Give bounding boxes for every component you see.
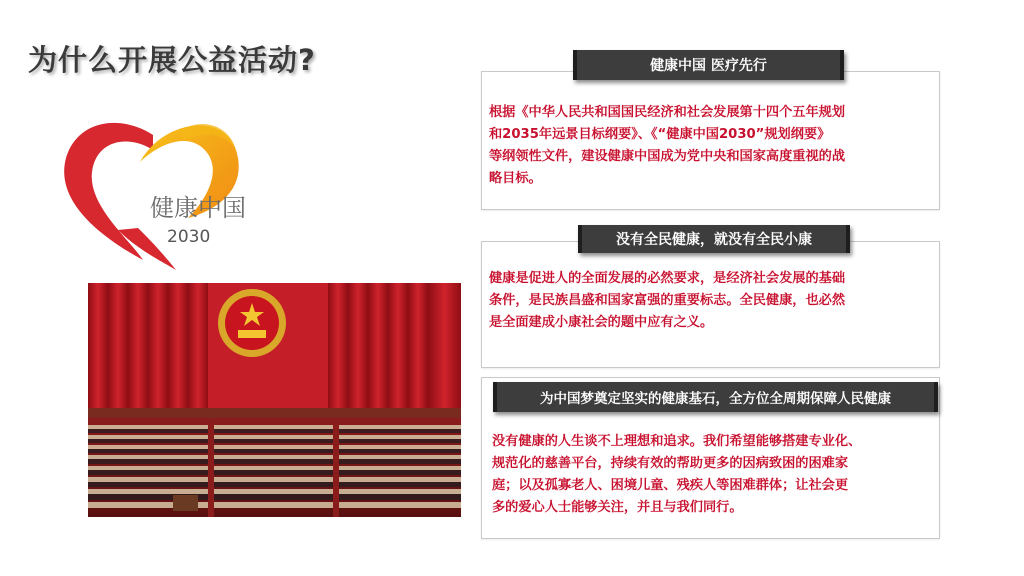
card-2-line: 是全面建成小康社会的题中应有之义。	[489, 315, 714, 330]
card-3-line: 规范化的慈善平台，持续有效的帮助更多的因病致困的困难家	[492, 456, 849, 471]
card-1-body	[489, 102, 934, 190]
card-1-line: 等纲领性文件，建设健康中国成为党中央和国家高度重视的战	[489, 149, 846, 164]
slide-title: 为什么开展公益活动?	[28, 43, 316, 77]
heart-logo-icon	[58, 110, 288, 275]
card-2-line: 健康是促进人的全面发展的必然要求，是经济社会发展的基础	[489, 271, 846, 286]
card-1-tag: 健康中国 医疗先行	[573, 50, 844, 80]
card-3-line: 庭；以及孤寡老人、困境儿童、残疾人等困难群体；让社会更	[492, 478, 849, 493]
card-1-line: 和2035年远景目标纲要》、《“健康中国2030”规划纲要》	[489, 127, 831, 142]
logo-text-jiankang: 健康中国	[150, 194, 246, 222]
card-1-line: 根据《中华人民共和国国民经济和社会发展第十四个五年规划	[489, 105, 846, 120]
great-hall-assembly-photo-icon	[88, 283, 461, 517]
healthy-china-logo	[58, 110, 288, 275]
logo-text-2030: 2030	[167, 227, 211, 247]
card-1-line: 略目标。	[489, 171, 542, 186]
assembly-photo	[88, 283, 461, 517]
card-3-line: 没有健康的人生谈不上理想和追求。我们希望能够搭建专业化、	[492, 434, 862, 449]
card-2-body	[489, 268, 934, 334]
card-3-line: 多的爱心人士能够关注，并且与我们同行。	[492, 500, 743, 515]
card-2-line: 条件，是民族昌盛和国家富强的重要标志。全民健康，也必然	[489, 293, 846, 308]
card-2-tag: 没有全民健康，就没有全民小康	[578, 225, 850, 253]
card-3-tag: 为中国梦奠定坚实的健康基石，全方位全周期保障人民健康	[493, 382, 938, 412]
card-3-body	[492, 431, 937, 519]
info-card-1	[481, 71, 940, 210]
info-card-2	[481, 241, 940, 368]
